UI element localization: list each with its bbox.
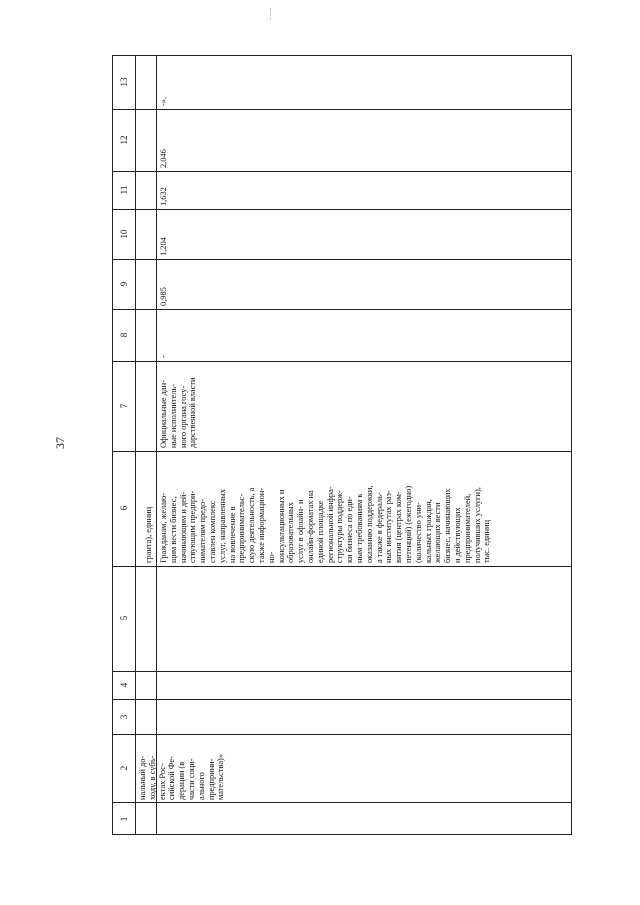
cell-line: а также в федераль- (374, 492, 384, 563)
cell-line: дерации (в (177, 761, 187, 800)
cell-line: щим вести бизнес, (168, 496, 178, 563)
col-header-7: 7 (119, 403, 129, 409)
cell-line: вития (центрах ком- (394, 491, 404, 563)
cell-line: нимателям предо- (198, 498, 208, 563)
cell-line: оказанию поддержки, (364, 485, 374, 563)
cell-line: ставлен комплекс (207, 500, 217, 563)
cell-line: также информацион- (256, 487, 266, 563)
row2-col6-text (159, 486, 492, 563)
col-divider-10-11 (113, 209, 571, 210)
cell-line: региональной инфра- (325, 486, 335, 563)
col-divider-6-7 (113, 451, 571, 452)
cell-line: и действующих (452, 507, 462, 563)
cell-line: онлайн-форматах на (305, 490, 315, 563)
cell-line: ходу, в субъ- (147, 755, 157, 800)
cell-line: ным требованиям к (354, 493, 364, 563)
cell-line: ные исполнитель- (168, 384, 178, 448)
row2-col8-value: - (159, 355, 168, 358)
col-header-2: 2 (119, 765, 129, 771)
row2-col9-value: 0,985 (159, 287, 168, 306)
col-divider-7-8 (113, 361, 571, 362)
cell-line: (количество уни- (413, 502, 423, 563)
col-divider-12-13 (113, 109, 571, 110)
col-divider-3-4 (113, 699, 571, 700)
col-divider-4-5 (113, 671, 571, 672)
cell-line: Официальные дан- (159, 380, 168, 448)
cell-line: предприни- (206, 758, 216, 800)
cell-line: ки бизнеса по еди- (345, 496, 355, 563)
cell-line: петенций) (ежегодно) (403, 485, 413, 563)
row2-col7-text (159, 378, 198, 449)
row2-col11-value: 1,632 (159, 187, 168, 206)
cell-line: образовательных (286, 502, 296, 563)
col-divider-5-6 (113, 566, 571, 567)
col-header-1: 1 (119, 816, 129, 822)
cell-line: получивших услуги), (472, 487, 482, 563)
cell-line: ного органа госу- (178, 385, 188, 448)
row1-col6-text (144, 507, 154, 563)
cell-line: на вовлечение в (227, 506, 237, 563)
cell-line: консультационных и (276, 489, 286, 563)
cell-line: структуры поддерж- (335, 490, 345, 563)
cell-line: услуг, направленных (217, 489, 227, 563)
cell-line: начинающим и дей- (178, 491, 188, 563)
cell-line: мательства)» (216, 753, 226, 800)
col-header-3: 3 (119, 714, 129, 720)
row2-col13-value: -». (159, 96, 168, 106)
col-header-6: 6 (119, 505, 129, 511)
row-divider-1 (156, 56, 157, 834)
data-table (112, 55, 572, 835)
cell-line: ектах Рос- (157, 763, 167, 800)
cell-line: сийской Фе- (167, 756, 177, 800)
cell-line: тыс. единиц (482, 520, 492, 563)
col-divider-8-9 (113, 309, 571, 310)
col-header-10: 10 (119, 229, 129, 239)
col-header-4: 4 (119, 682, 129, 688)
cell-line: желающих вести (433, 502, 443, 563)
scan-mark (270, 8, 272, 20)
cell-line: ных институтах раз- (384, 490, 394, 563)
col-divider-1-2 (113, 802, 571, 803)
cell-line: услуг в офлайн- и (296, 499, 306, 563)
page-number: 37 (53, 437, 67, 449)
cell-line: гранта), единиц (144, 506, 153, 563)
cell-line: ствующим предпри- (188, 490, 198, 563)
col-header-11: 11 (119, 185, 129, 195)
row2-col10-value: 1,204 (159, 237, 168, 256)
col-header-8: 8 (119, 332, 129, 338)
col-divider-2-3 (113, 734, 571, 735)
row2-col12-value: 2,046 (159, 149, 168, 168)
header-divider (135, 56, 136, 834)
cell-line: предпринимательс- (237, 493, 247, 563)
cell-line: Гражданам, желаю- (159, 492, 168, 563)
cell-line: предпринимателей, (462, 493, 472, 563)
col-header-13: 13 (119, 77, 129, 87)
col-header-12: 12 (119, 135, 129, 145)
col-header-9: 9 (119, 281, 129, 287)
cell-line: части соци- (186, 758, 196, 800)
row1-col2-text (138, 754, 226, 800)
col-divider-9-10 (113, 259, 571, 260)
cell-line: но- (266, 551, 276, 563)
cell-line: дарственной власти (188, 377, 198, 448)
cell-line: скую деятельность, а (247, 487, 257, 563)
cell-line: бизнес, начинающих (443, 488, 453, 563)
cell-line: кальных граждан, (423, 499, 433, 563)
col-divider-11-12 (113, 171, 571, 172)
col-header-5: 5 (119, 615, 129, 621)
cell-line: единой площадке (315, 500, 325, 563)
cell-line: ального (196, 772, 206, 800)
cell-line: нальный до- (138, 755, 147, 800)
